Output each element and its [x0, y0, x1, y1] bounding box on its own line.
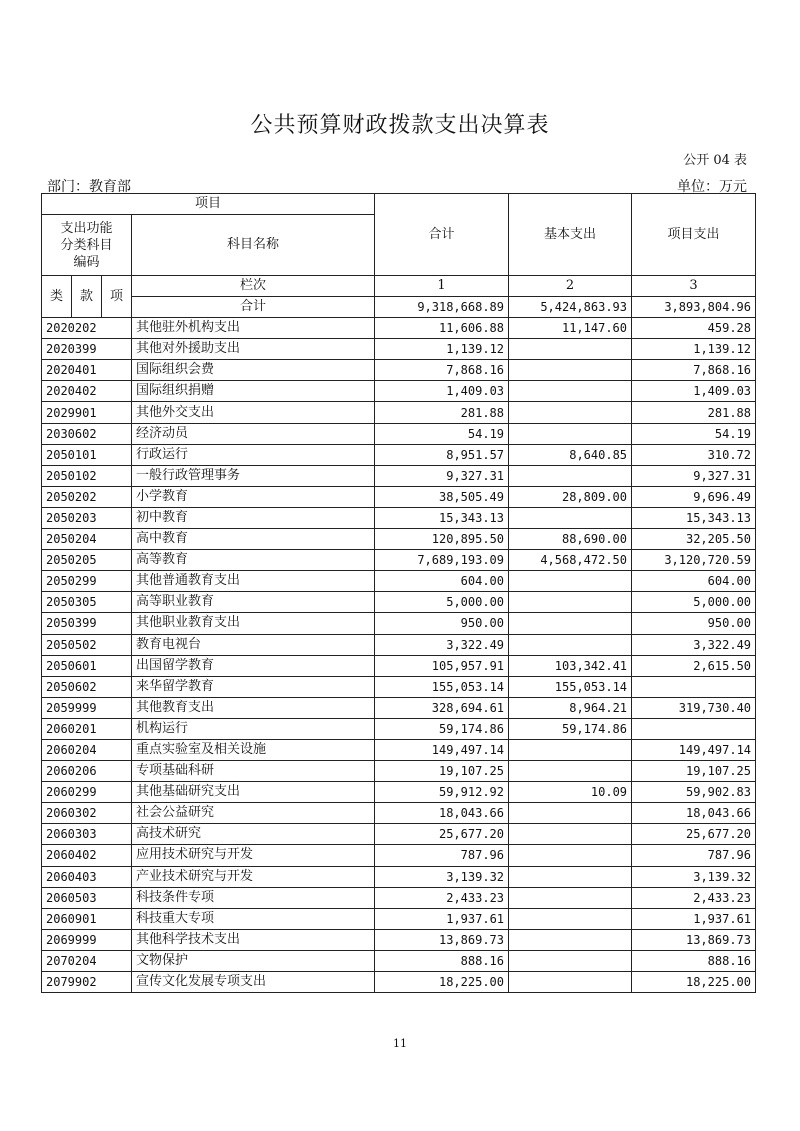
row-total: 950.00 [375, 613, 509, 634]
row-subject-name: 重点实验室及相关设施 [132, 739, 375, 760]
table-row [42, 339, 756, 360]
row-subject-name: 高等职业教育 [132, 592, 375, 613]
row-code: 2060901 [42, 908, 132, 929]
table-row [42, 381, 756, 402]
row-basic [509, 950, 632, 971]
row-subject-name: 科技条件专项 [132, 887, 375, 908]
row-subject-name: 教育电视台 [132, 634, 375, 655]
row-project: 32,205.50 [632, 529, 756, 550]
row-total: 54.19 [375, 423, 509, 444]
row-code: 2050502 [42, 634, 132, 655]
row-subject-name: 其他普通教育支出 [132, 571, 375, 592]
table-row [42, 613, 756, 634]
row-code: 2020402 [42, 381, 132, 402]
row-project: 149,497.14 [632, 739, 756, 760]
row-project: 319,730.40 [632, 697, 756, 718]
row-basic [509, 929, 632, 950]
row-subject-name: 社会公益研究 [132, 803, 375, 824]
row-total: 7,868.16 [375, 360, 509, 381]
row-code: 2079902 [42, 972, 132, 993]
row-subject-name: 高等教育 [132, 550, 375, 571]
row-project: 54.19 [632, 423, 756, 444]
row-project: 9,327.31 [632, 465, 756, 486]
row-basic [509, 360, 632, 381]
row-code: 2060204 [42, 739, 132, 760]
row-total: 19,107.25 [375, 761, 509, 782]
row-basic [509, 908, 632, 929]
table-row [42, 634, 756, 655]
row-subject-name: 宣传文化发展专项支出 [132, 972, 375, 993]
row-subject-name: 高技术研究 [132, 824, 375, 845]
row-total: 18,225.00 [375, 972, 509, 993]
row-project: 7,868.16 [632, 360, 756, 381]
page-title: 公共预算财政拨款支出决算表 [250, 113, 550, 138]
row-total: 1,139.12 [375, 339, 509, 360]
total-sum: 9,318,668.89 [375, 297, 509, 318]
header-col-2: 2 [509, 276, 632, 297]
row-basic: 59,174.86 [509, 718, 632, 739]
row-basic [509, 739, 632, 760]
row-subject-name: 其他职业教育支出 [132, 613, 375, 634]
table-row [42, 465, 756, 486]
row-total: 15,343.13 [375, 507, 509, 528]
table-row [42, 360, 756, 381]
table-row [42, 782, 756, 803]
total-basic: 5,424,863.93 [509, 297, 632, 318]
row-subject-name: 其他教育支出 [132, 697, 375, 718]
row-subject-name: 产业技术研究与开发 [132, 866, 375, 887]
total-project: 3,893,804.96 [632, 297, 756, 318]
row-subject-name: 高中教育 [132, 529, 375, 550]
header-lei: 类 [42, 276, 72, 318]
row-project: 3,120,720.59 [632, 550, 756, 571]
row-subject-name: 出国留学教育 [132, 655, 375, 676]
table-row [42, 887, 756, 908]
row-code: 2060403 [42, 866, 132, 887]
row-basic [509, 845, 632, 866]
row-subject-name: 其他外交支出 [132, 402, 375, 423]
row-code: 2060302 [42, 803, 132, 824]
header-kuan: 款 [72, 276, 102, 318]
row-total: 59,912.92 [375, 782, 509, 803]
table-row [42, 845, 756, 866]
header-basic: 基本支出 [509, 194, 632, 276]
row-total: 787.96 [375, 845, 509, 866]
row-basic [509, 339, 632, 360]
row-code: 2020399 [42, 339, 132, 360]
row-project [632, 676, 756, 697]
table-row [42, 592, 756, 613]
row-code: 2059999 [42, 697, 132, 718]
row-total: 25,677.20 [375, 824, 509, 845]
row-basic [509, 465, 632, 486]
header-function-line3: 编码 [73, 254, 100, 270]
row-subject-name: 其他基础研究支出 [132, 782, 375, 803]
row-code: 2060303 [42, 824, 132, 845]
table-row [42, 507, 756, 528]
table-row [42, 444, 756, 465]
table-row [42, 529, 756, 550]
row-total: 11,606.88 [375, 318, 509, 339]
row-basic [509, 824, 632, 845]
table-row [42, 402, 756, 423]
row-project: 3,139.32 [632, 866, 756, 887]
row-total: 3,322.49 [375, 634, 509, 655]
row-basic [509, 761, 632, 782]
row-code: 2070204 [42, 950, 132, 971]
row-basic [509, 866, 632, 887]
header-project-expense: 项目支出 [632, 194, 756, 276]
row-basic: 11,147.60 [509, 318, 632, 339]
row-total: 2,433.23 [375, 887, 509, 908]
row-total: 328,694.61 [375, 697, 509, 718]
row-subject-name: 初中教育 [132, 507, 375, 528]
row-code: 2050299 [42, 571, 132, 592]
header-col-3: 3 [632, 276, 756, 297]
row-project: 59,902.83 [632, 782, 756, 803]
row-total: 120,895.50 [375, 529, 509, 550]
row-project: 15,343.13 [632, 507, 756, 528]
table-row [42, 718, 756, 739]
row-basic [509, 592, 632, 613]
header-function-code [42, 215, 132, 276]
row-subject-name: 专项基础科研 [132, 761, 375, 782]
row-code: 2050102 [42, 465, 132, 486]
table-row [42, 803, 756, 824]
row-code: 2050202 [42, 486, 132, 507]
row-subject-name: 文物保护 [132, 950, 375, 971]
row-project: 13,869.73 [632, 929, 756, 950]
row-project: 18,043.66 [632, 803, 756, 824]
row-project: 310.72 [632, 444, 756, 465]
row-total: 888.16 [375, 950, 509, 971]
table-row [42, 950, 756, 971]
row-basic [509, 887, 632, 908]
table-row [42, 571, 756, 592]
row-project: 2,615.50 [632, 655, 756, 676]
table-row [42, 318, 756, 339]
row-subject-name: 其他科学技术支出 [132, 929, 375, 950]
table-row [42, 972, 756, 993]
row-code: 2050602 [42, 676, 132, 697]
row-total: 1,937.61 [375, 908, 509, 929]
row-project: 25,677.20 [632, 824, 756, 845]
row-project: 18,225.00 [632, 972, 756, 993]
total-row [42, 297, 756, 318]
row-subject-name: 来华留学教育 [132, 676, 375, 697]
header-lanci: 栏次 [132, 276, 375, 297]
total-label: 合计 [132, 297, 375, 318]
table-row [42, 423, 756, 444]
row-project: 888.16 [632, 950, 756, 971]
row-code: 2050204 [42, 529, 132, 550]
row-basic [509, 507, 632, 528]
unit-label: 单位：万元 [677, 179, 747, 195]
row-project: 604.00 [632, 571, 756, 592]
row-basic [509, 423, 632, 444]
row-basic: 28,809.00 [509, 486, 632, 507]
header-col-1: 1 [375, 276, 509, 297]
row-subject-name: 经济动员 [132, 423, 375, 444]
row-total: 13,869.73 [375, 929, 509, 950]
row-project: 1,409.03 [632, 381, 756, 402]
table-row [42, 739, 756, 760]
row-subject-name: 小学教育 [132, 486, 375, 507]
row-project: 950.00 [632, 613, 756, 634]
table-row [42, 866, 756, 887]
row-project: 281.88 [632, 402, 756, 423]
row-total: 281.88 [375, 402, 509, 423]
table-row [42, 929, 756, 950]
row-total: 7,689,193.09 [375, 550, 509, 571]
row-project: 787.96 [632, 845, 756, 866]
row-basic: 8,964.21 [509, 697, 632, 718]
form-number: 公开 04 表 [683, 153, 747, 168]
row-project: 1,937.61 [632, 908, 756, 929]
row-code: 2050203 [42, 507, 132, 528]
table-row [42, 676, 756, 697]
row-basic: 4,568,472.50 [509, 550, 632, 571]
row-code: 2050601 [42, 655, 132, 676]
row-code: 2030602 [42, 423, 132, 444]
row-subject-name: 其他对外援助支出 [132, 339, 375, 360]
row-basic [509, 803, 632, 824]
row-code: 2020401 [42, 360, 132, 381]
row-subject-name: 国际组织会费 [132, 360, 375, 381]
row-basic [509, 381, 632, 402]
table-row [42, 824, 756, 845]
row-total: 38,505.49 [375, 486, 509, 507]
header-project: 项目 [42, 194, 375, 215]
row-basic: 10.09 [509, 782, 632, 803]
row-project [632, 718, 756, 739]
row-basic: 103,342.41 [509, 655, 632, 676]
header-function-line1: 支出功能 [60, 220, 113, 236]
row-code: 2050205 [42, 550, 132, 571]
row-total: 8,951.57 [375, 444, 509, 465]
header-total: 合计 [375, 194, 509, 276]
row-basic [509, 571, 632, 592]
row-project: 3,322.49 [632, 634, 756, 655]
row-basic: 155,053.14 [509, 676, 632, 697]
row-basic: 88,690.00 [509, 529, 632, 550]
row-total: 149,497.14 [375, 739, 509, 760]
row-total: 105,957.91 [375, 655, 509, 676]
table-row [42, 655, 756, 676]
row-code: 2060299 [42, 782, 132, 803]
department-label: 部门：教育部 [47, 179, 131, 195]
header-xiang: 项 [102, 276, 132, 318]
row-subject-name: 行政运行 [132, 444, 375, 465]
row-project: 459.28 [632, 318, 756, 339]
table-row [42, 550, 756, 571]
row-total: 1,409.03 [375, 381, 509, 402]
table-row [42, 761, 756, 782]
row-code: 2050399 [42, 613, 132, 634]
row-basic [509, 634, 632, 655]
row-subject-name: 科技重大专项 [132, 908, 375, 929]
page-number: 11 [393, 1037, 407, 1050]
row-subject-name: 其他驻外机构支出 [132, 318, 375, 339]
row-subject-name: 应用技术研究与开发 [132, 845, 375, 866]
row-basic [509, 972, 632, 993]
row-total: 3,139.32 [375, 866, 509, 887]
row-subject-name: 机构运行 [132, 718, 375, 739]
row-total: 155,053.14 [375, 676, 509, 697]
table-row [42, 486, 756, 507]
row-code: 2060201 [42, 718, 132, 739]
row-project: 1,139.12 [632, 339, 756, 360]
row-total: 9,327.31 [375, 465, 509, 486]
header-subject-name: 科目名称 [132, 215, 375, 276]
row-code: 2060206 [42, 761, 132, 782]
row-project: 9,696.49 [632, 486, 756, 507]
row-code: 2029901 [42, 402, 132, 423]
row-subject-name: 一般行政管理事务 [132, 465, 375, 486]
row-basic [509, 402, 632, 423]
table-row [42, 697, 756, 718]
budget-table [41, 193, 756, 993]
row-total: 59,174.86 [375, 718, 509, 739]
row-project: 5,000.00 [632, 592, 756, 613]
row-code: 2060503 [42, 887, 132, 908]
row-code: 2069999 [42, 929, 132, 950]
row-code: 2060402 [42, 845, 132, 866]
row-basic [509, 613, 632, 634]
table-row [42, 908, 756, 929]
row-code: 2020202 [42, 318, 132, 339]
row-project: 2,433.23 [632, 887, 756, 908]
row-total: 5,000.00 [375, 592, 509, 613]
row-code: 2050101 [42, 444, 132, 465]
row-basic: 8,640.85 [509, 444, 632, 465]
row-code: 2050305 [42, 592, 132, 613]
row-project: 19,107.25 [632, 761, 756, 782]
row-total: 18,043.66 [375, 803, 509, 824]
row-subject-name: 国际组织捐赠 [132, 381, 375, 402]
header-function-line2: 分类科目 [60, 237, 113, 253]
row-total: 604.00 [375, 571, 509, 592]
